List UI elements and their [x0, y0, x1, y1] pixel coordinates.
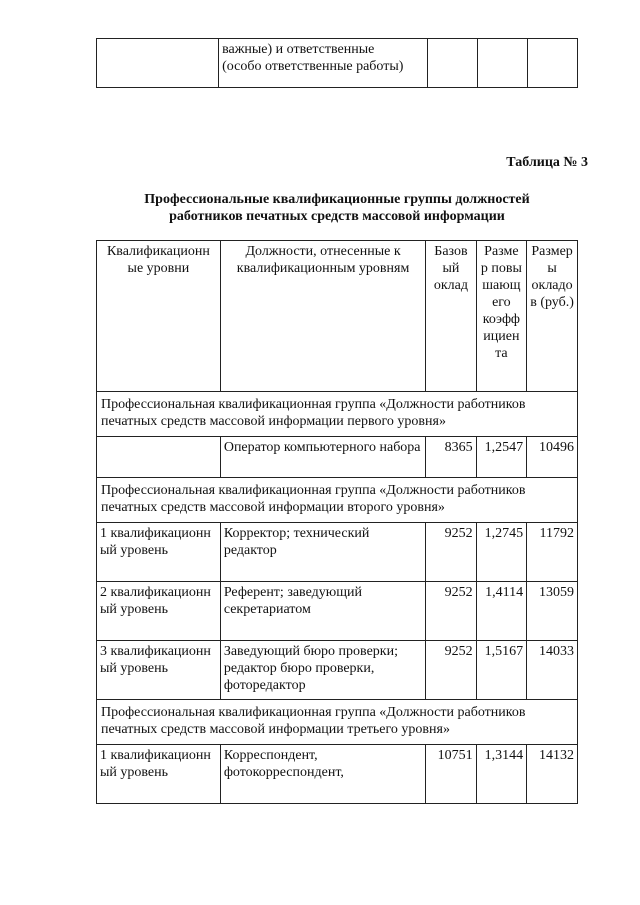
group-row	[97, 700, 578, 745]
salary-cell: 13059	[527, 582, 578, 641]
salary-table	[96, 240, 578, 804]
table-row	[97, 582, 578, 641]
header-levels: Квалификационн ые уровни	[97, 241, 221, 392]
title-line: работников печатных средств массовой информации	[169, 209, 505, 224]
group-row	[97, 392, 578, 437]
header-salary: Размер ы окладо в (руб.)	[527, 241, 578, 392]
positions-cell: Корректор; технический редактор	[220, 523, 425, 582]
previous-table-fragment	[96, 38, 578, 88]
cell-text: важные) и ответственные	[222, 42, 375, 57]
positions-cell: Корреспондент, фотокорреспондент,	[220, 745, 425, 804]
group-title: Профессиональная квалификационная группа «Должности работников печатных средств массовой информации третьего уровня»	[97, 700, 578, 745]
level-cell: 1 квалификационн ый уровень	[97, 523, 221, 582]
positions-cell: Оператор компьютерного набора	[220, 437, 425, 478]
table-cell	[428, 39, 478, 88]
table-row	[97, 437, 578, 478]
salary-cell: 14033	[527, 641, 578, 700]
salary-cell: 11792	[527, 523, 578, 582]
group-title: Профессиональная квалификационная группа «Должности работников печатных средств массовой информации второго уровня»	[97, 478, 578, 523]
coef-cell: 1,3144	[476, 745, 527, 804]
table-cell	[97, 39, 219, 88]
positions-cell: Заведующий бюро проверки; редактор бюро проверки, фоторедактор	[220, 641, 425, 700]
base-cell: 8365	[426, 437, 476, 478]
cell-text: (особо ответственные работы)	[222, 59, 404, 74]
header-coefficient: Разме р повы шающ его коэфф ициен та	[476, 241, 527, 392]
table-row	[97, 745, 578, 804]
table-cell	[219, 39, 428, 88]
coef-cell: 1,4114	[476, 582, 527, 641]
base-cell: 9252	[426, 582, 476, 641]
title-line: Профессиональные квалификационные группы должностей	[144, 192, 530, 207]
base-cell: 9252	[426, 523, 476, 582]
level-cell: 2 квалификационн ый уровень	[97, 582, 221, 641]
positions-cell: Референт; заведующий секретариатом	[220, 582, 425, 641]
table-title	[96, 191, 578, 225]
header-base-salary: Базов ый оклад	[426, 241, 476, 392]
level-cell	[97, 437, 221, 478]
table-cell	[528, 39, 578, 88]
group-title: Профессиональная квалификационная группа «Должности работников печатных средств массовой информации первого уровня»	[97, 392, 578, 437]
table-row	[97, 39, 578, 88]
table-header-row	[97, 241, 578, 392]
header-positions: Должности, отнесенные к квалификационным уровням	[220, 241, 425, 392]
salary-cell: 14132	[527, 745, 578, 804]
table-row	[97, 523, 578, 582]
coef-cell: 1,2745	[476, 523, 527, 582]
base-cell: 9252	[426, 641, 476, 700]
coef-cell: 1,2547	[476, 437, 527, 478]
level-cell: 3 квалификационн ый уровень	[97, 641, 221, 700]
table-row	[97, 641, 578, 700]
table-cell	[478, 39, 528, 88]
table-caption: Таблица № 3	[506, 155, 588, 170]
coef-cell: 1,5167	[476, 641, 527, 700]
group-row	[97, 478, 578, 523]
level-cell: 1 квалификационн ый уровень	[97, 745, 221, 804]
base-cell: 10751	[426, 745, 476, 804]
salary-cell: 10496	[527, 437, 578, 478]
